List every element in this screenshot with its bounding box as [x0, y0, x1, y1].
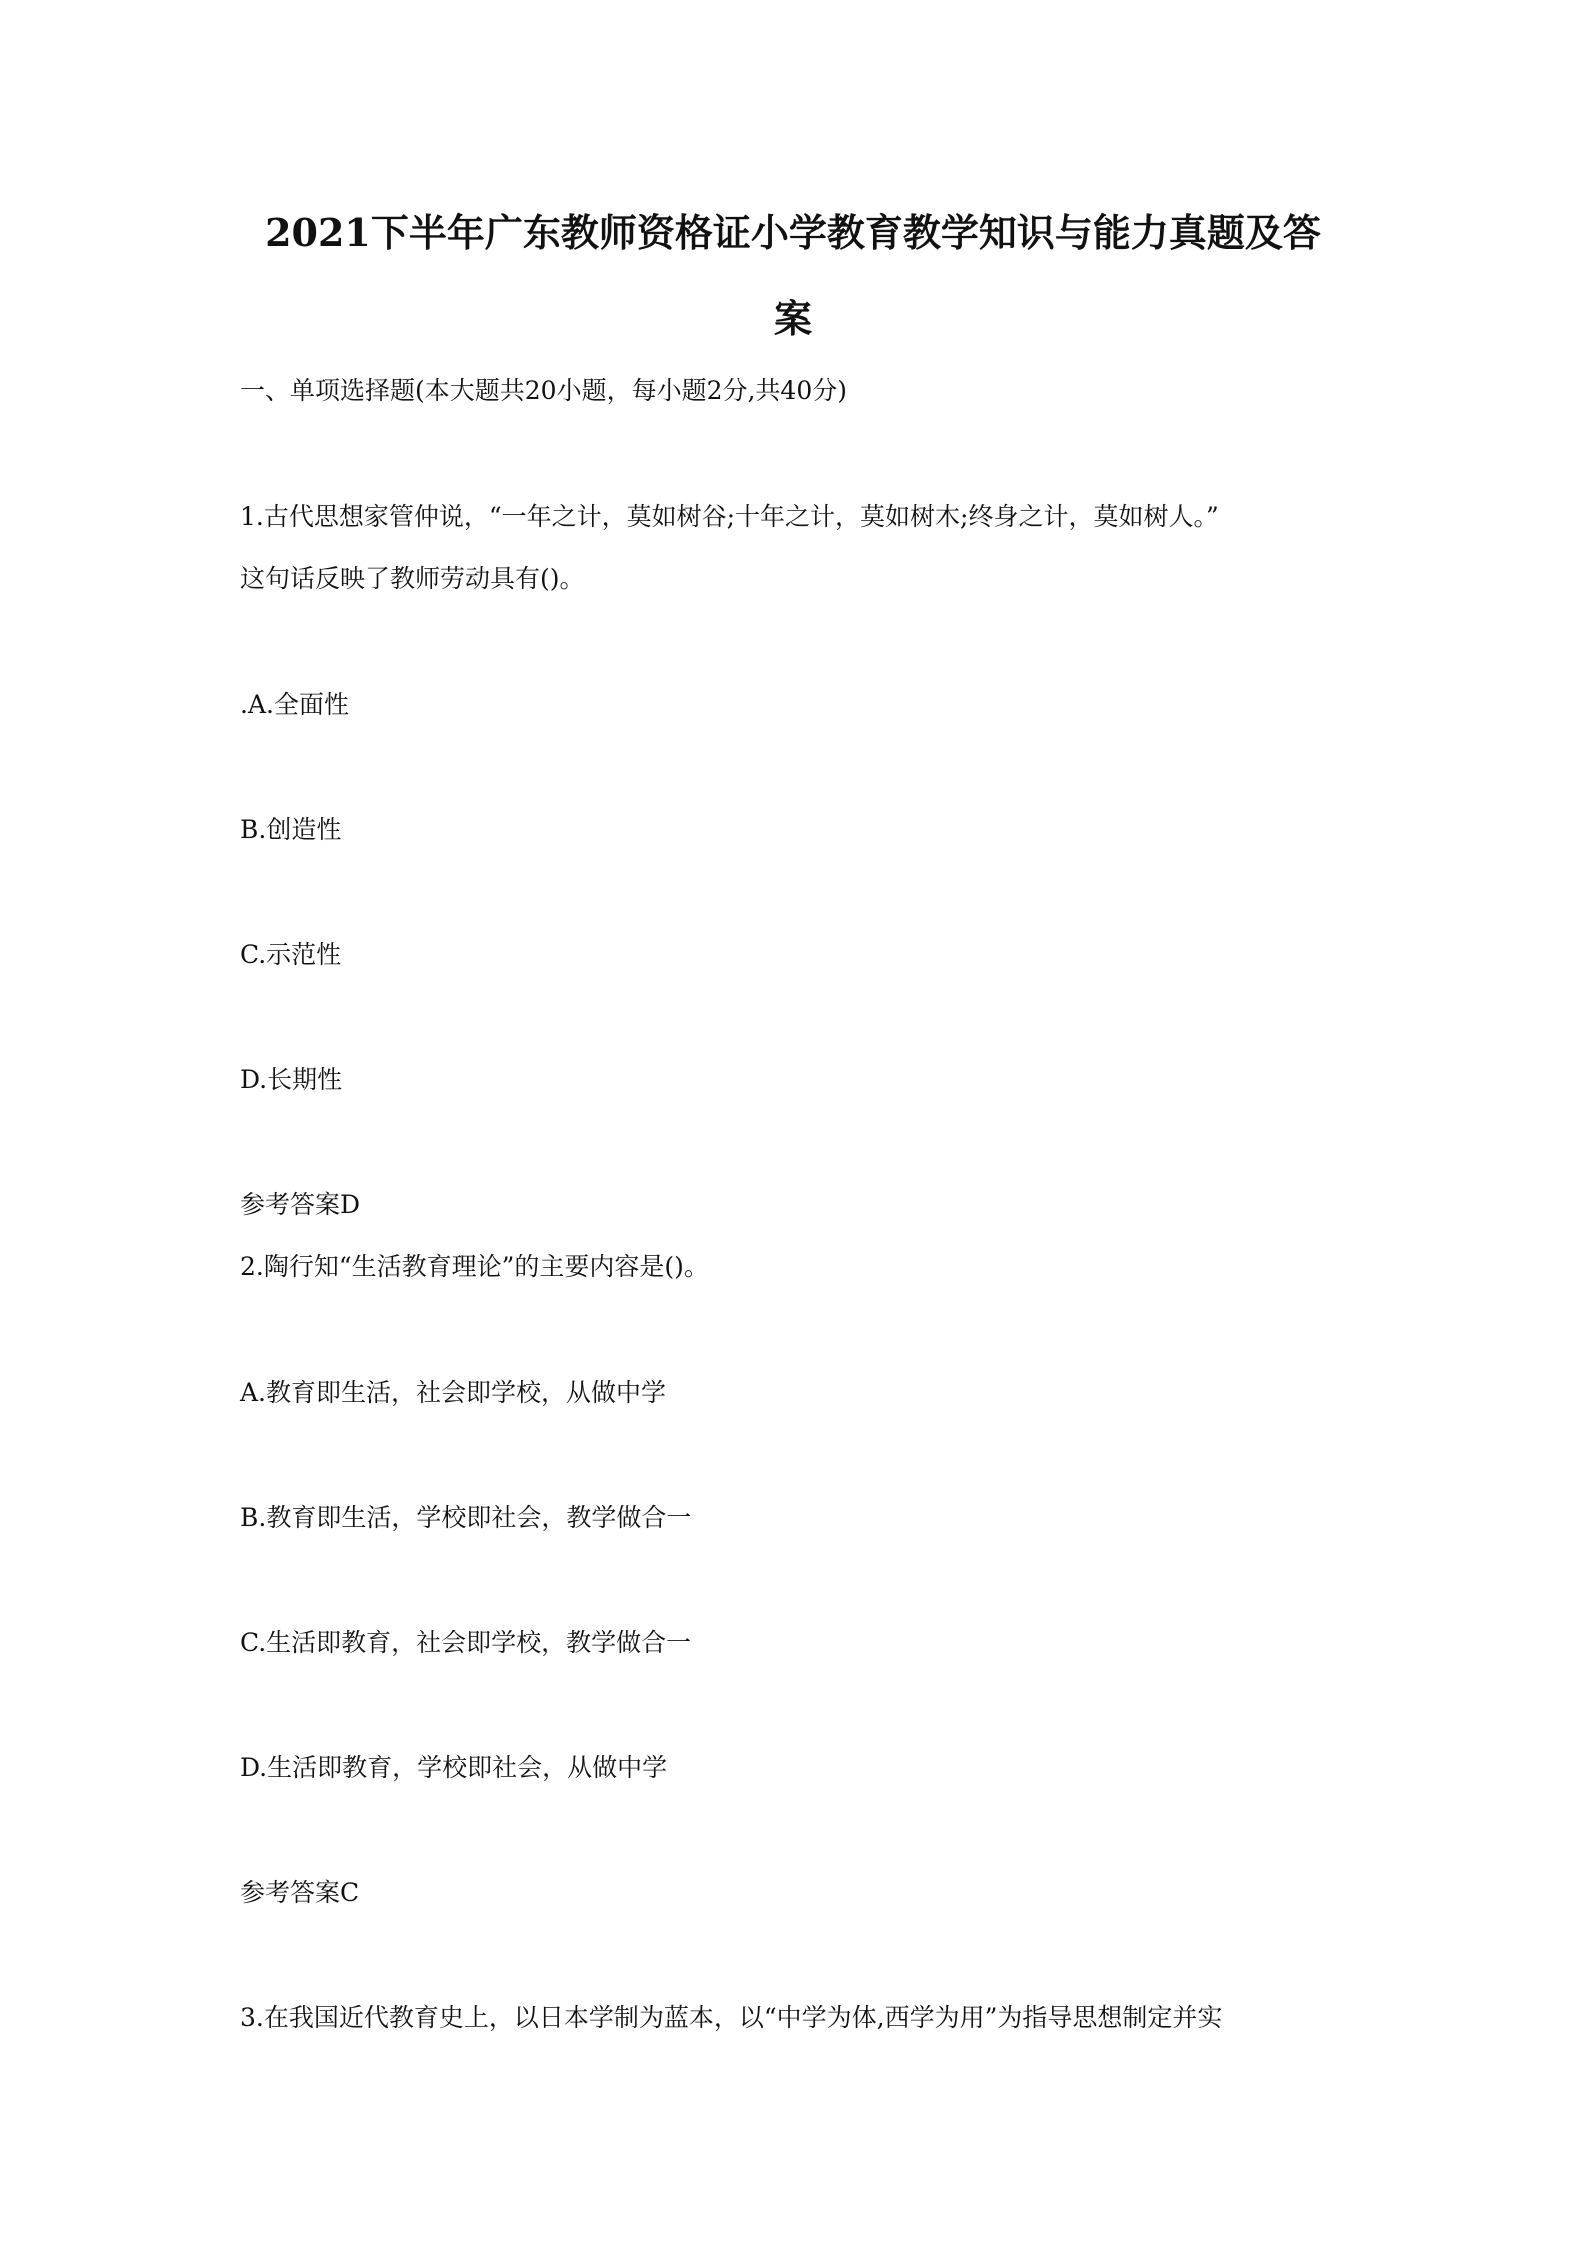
- section-heading: 一、单项选择题(本大题共20小题，每小题2分,共40分): [240, 376, 847, 405]
- option-d: D.长期性: [240, 1065, 343, 1094]
- question-stem: 这句话反映了教师劳动具有()。: [240, 564, 585, 593]
- option-b: B.创造性: [240, 815, 342, 844]
- option-a: A.教育即生活，社会即学校，从做中学: [240, 1378, 667, 1407]
- option-d: D.生活即教育，学校即社会，从做中学: [240, 1753, 668, 1782]
- reference-answer: 参考答案C: [240, 1878, 360, 1907]
- question-stem: 2.陶行知“生活教育理论”的主要内容是()。: [240, 1252, 709, 1281]
- option-c: C.示范性: [240, 940, 342, 969]
- option-c: C.生活即教育，社会即学校，教学做合一: [240, 1628, 692, 1657]
- option-a: .A.全面性: [240, 690, 349, 719]
- option-b: B.教育即生活，学校即社会，教学做合一: [240, 1503, 692, 1532]
- document-title-line-1: 2021下半年广东教师资格证小学教育教学知识与能力真题及答: [265, 210, 1321, 255]
- document-title-line-2: 案: [773, 296, 812, 341]
- question-stem: 3.在我国近代教育史上，以日本学制为蓝本，以“中学为体,西学为用”为指导思想制定并实: [240, 2003, 1223, 2032]
- question-stem: 1.古代思想家管仲说，“一年之计，莫如树谷;十年之计，莫如树木;终身之计，莫如树人。”: [240, 502, 1219, 531]
- reference-answer: 参考答案D: [240, 1190, 361, 1219]
